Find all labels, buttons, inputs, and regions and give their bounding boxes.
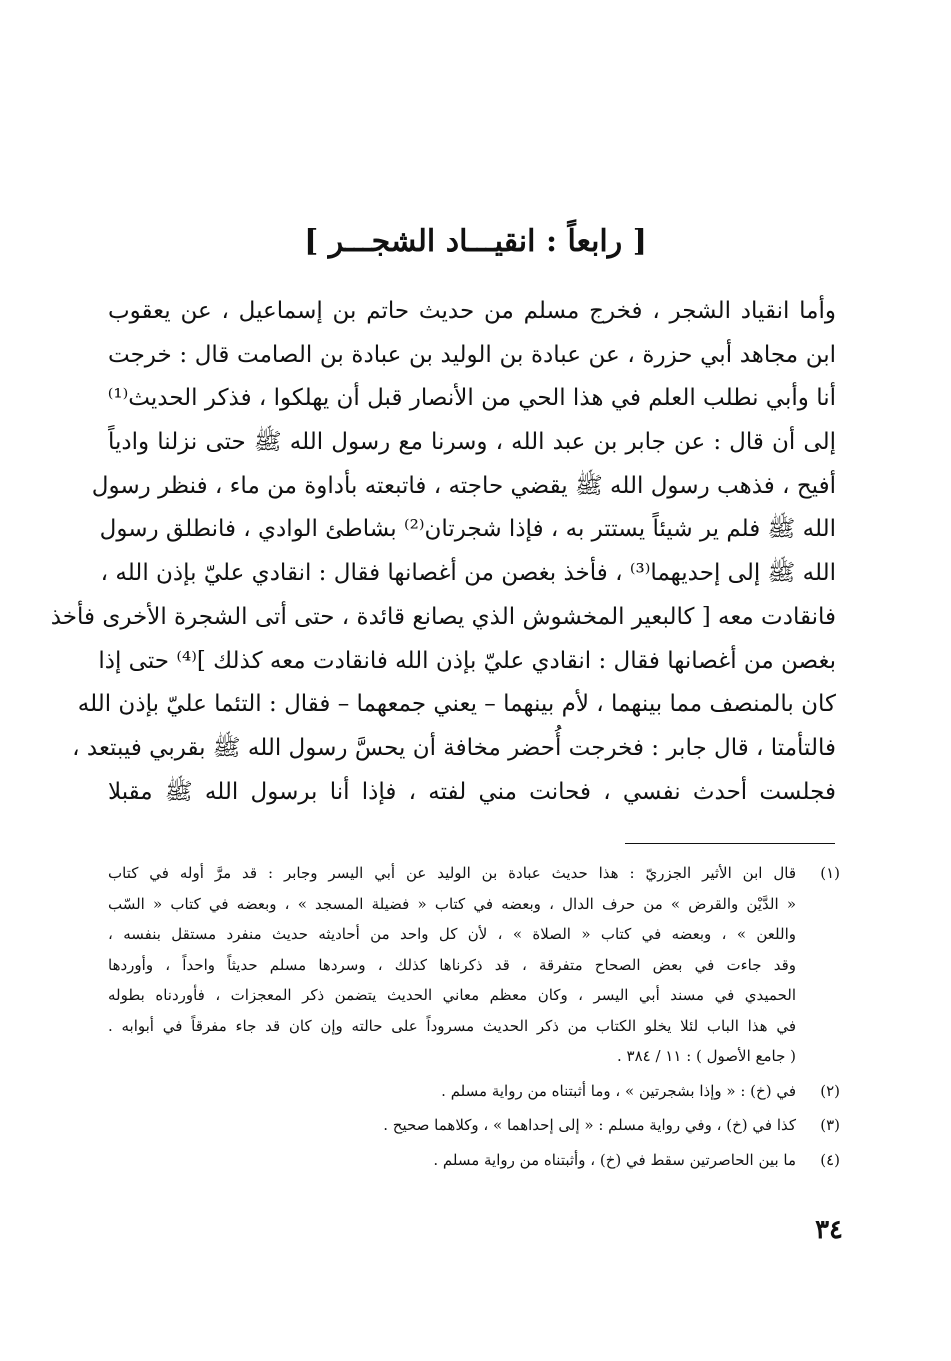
footnote-line: واللعن » ، وبعضه في كتاب « الصلاة » ، لأن كل واحد من أحاديثه حديث منفرد مستقل بنفسه ، — [108, 925, 796, 943]
footnote-line: الحميدي في مسند أبي اليسر ، وكان معظم معاني الحديث يتضمن ذكر المعجزات ، فأوردناه بطوله — [108, 986, 796, 1004]
footnote-1 — [108, 858, 840, 1072]
section-heading: [ رابعاً : انقيـــاد الشجـــر ] — [304, 224, 647, 259]
body-line: فانقادت معه [ كالبعير المخشوش الذي يصانع قائدة ، حتى أتى الشجرة الأخرى فأخذ — [50, 603, 836, 630]
main-text — [50, 290, 836, 814]
footnote-4 — [108, 1145, 840, 1176]
footnote-line: ( جامع الأصول ) : ١١ / ٣٨٤ . — [616, 1047, 796, 1065]
page-number: ٣٤ — [815, 1215, 843, 1245]
body-line: الله ﷺ إلى إحديهما⁽³⁾ ، فأخذ بغصن من أغصانها فقال : انقادي عليّ بإذن الله ، — [100, 560, 836, 587]
footnote-text — [108, 1076, 796, 1107]
footnote-text — [108, 1110, 796, 1141]
body-line: وأما انقياد الشجر ، فخرج مسلم من حديث حاتم بن إسماعيل ، عن يعقوب — [108, 298, 836, 324]
body-line: أفيح ، فذهب رسول الله ﷺ يقضي حاجته ، فاتبعته بأداوة من ماء ، فنظر رسول — [91, 472, 836, 499]
body-line: فالتأمتا ، قال جابر : فخرجت أُحضر مخافة أن يحسَّ رسول الله ﷺ بقربي فيبتعد ، — [72, 734, 836, 761]
footnote-line: قال ابن الأثير الجزريّ : هذا حديث عبادة بن الوليد عن أبي اليسر وجابر : قد مرَّ أوله في كتاب — [108, 864, 796, 882]
footnote-number: (٢) — [820, 1081, 840, 1100]
body-line: الله ﷺ فلم ير شيئاً يستتر به ، فإذا شجرتان⁽²⁾ بشاطئ الوادي ، فانطلق رسول — [99, 516, 836, 543]
body-line: ابن مجاهد أبي حزرة ، عن عبادة بن الوليد بن عبادة بن الصامت قال : خرجت — [108, 341, 836, 368]
footnote-line: « الدَّيْن والقرض » من حرف الدال ، وبعضه في كتاب « فضيلة المسجد » ، وبعضه في كتاب « السّب — [108, 894, 796, 913]
body-line: إلى أن قال : عن جابر بن عبد الله ، وسرنا مع رسول الله ﷺ حتى نزلنا وادياً — [108, 429, 836, 456]
footnote-line: كذا في (خ) ، وفي رواية مسلم : « إلى إحداهما » ، وكلاهما صحيح . — [383, 1116, 796, 1134]
body-line: أنا وأبي نطلب العلم في هذا الحي من الأنصار قبل أن يهلكوا ، فذكر الحديث⁽¹⁾ — [107, 385, 836, 412]
footnote-number: (٤) — [820, 1150, 840, 1169]
footnote-separator — [625, 843, 835, 844]
footnotes — [108, 858, 840, 1179]
footnote-line: وقد جاءت في بعض الصحاح متفرقة ، قد ذكرناها كذلك ، وسردها مسلم حديثاً واحداً ، وأوردها — [108, 955, 796, 974]
footnote-line: ما بين الحاصرتين سقط في (خ) ، وأثبتناه من رواية مسلم . — [433, 1150, 796, 1169]
footnote-number: (١) — [820, 864, 840, 882]
footnote-line: في (خ) : « وإذا بشجرتين » ، وما أثبتناه من رواية مسلم . — [441, 1081, 796, 1100]
body-line: فجلست أحدث نفسي ، فحانت مني لفته ، فإذا أنا برسول الله ﷺ مقبلا — [108, 778, 836, 805]
body-line: بغصن من أغصانها فقال : انقادي عليّ بإذن الله فانقادت معه كذلك ]⁽⁴⁾ حتى إذا — [98, 647, 836, 674]
footnote-number: (٣) — [820, 1116, 840, 1134]
footnote-3 — [108, 1110, 840, 1141]
body-line: كان بالمنصف مما بينهما ، لأم بينهما – يعني جمعهما – فقال : التئما عليّ بإذن الله — [77, 691, 836, 718]
footnote-text — [108, 858, 796, 1072]
footnote-text — [108, 1145, 796, 1176]
footnote-line: في هذا الباب لئلا يخلو الكتاب من ذكر الحديث مسروداً على حالته وإن كان قد جاء مفرقاً في أبوابه . — [108, 1016, 796, 1035]
footnote-2 — [108, 1076, 840, 1107]
